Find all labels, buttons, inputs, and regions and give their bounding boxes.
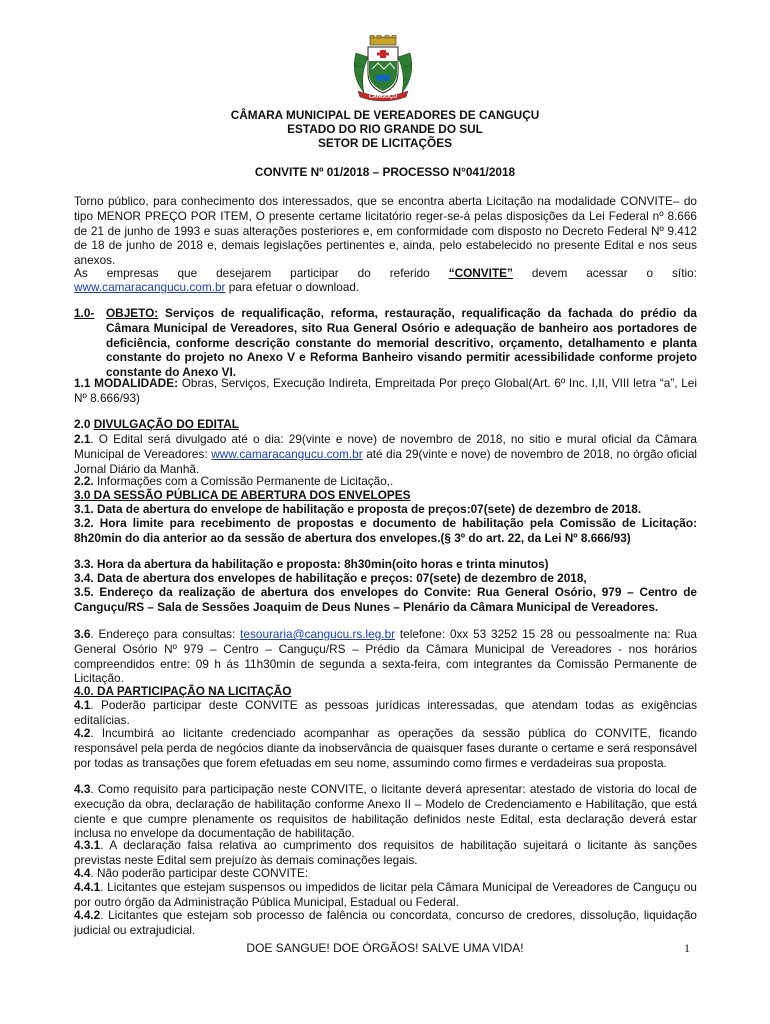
footer-slogan: DOE SANGUE! DOE ÓRGÃOS! SALVE UMA VIDA!: [246, 941, 524, 955]
section-4-2: 4.2. Incumbirá ao licitante credenciado acompanhar as operações da sessão pública do CONVITE, ficando responsável pela perda de negócios diante da inobservância de quaisquer fases durante o certame e será responsável por todas as transações que forem efetuadas em seu nome, assumindo como firmes e verdadeiras sua proposta.: [74, 726, 697, 770]
section-4-1: 4.1. Poderão participar deste CONVITE as pessoas jurídicas interessadas, que atendam todas as exigências editalícias.: [74, 698, 697, 727]
logo-ribbon-text: CANGUÇU: [368, 94, 398, 100]
objeto-text: Serviços de requalificação, reforma, restauração, requalificação da fachada do prédio da Câmara Municipal de Vereadores, sito Rua General Osório e adequação de banheiro aos portadores de deficiência, conforme descrição constante do memorial descritivo, orçamento, detalhamento e planta constante do projeto no Anexo V e Reforma Banheiro visando permitir acessibilidade conforme projeto constante do Anexo VI.: [106, 306, 697, 380]
coat-of-arms-logo: [348, 35, 418, 105]
section-4-4: 4.4. Não poderão participar deste CONVITE:: [74, 866, 309, 880]
convite-title: CONVITE Nº 01/2018 – PROCESSO N°041/2018: [254, 165, 516, 179]
section-4-4-1: 4.4.1. Licitantes que estejam suspensos ou impedidos de licitar pela Câmara Municipal de Vereadores de Canguçu ou por outro órgão da Administração Pública Municipal, Estadual ou Federal.: [74, 880, 697, 909]
convite-quote: “CONVITE”: [448, 266, 513, 280]
intro-text: Torno público, para conhecimento dos interessados, que se encontra aberta Licitação na modalidade CONVITE– do tipo MENOR PREÇO POR ITEM, O presente certame licitatório reger-se-á pelas disposições da Lei Federal nº 8.666 de 21 de junho de 1993 e suas alterações posteriores e, em conformidade com disposto no Decreto Federal Nº 9.412 de 18 de junho de 2018 e, demais legislações pertinentes e, ainda, pelo estabelecido no presente Edital e nos seus anexos.: [74, 194, 697, 268]
divulgacao-title: 2.0 DIVULGAÇÃO DO EDITAL: [74, 417, 239, 431]
section-4-3-1: 4.3.1. A declaração falsa relativa ao cumprimento dos requisitos de habilitação sujeitará o licitante às sanções previstas neste Edital sem prejuízo às demais cominações legais.: [74, 838, 697, 867]
section-4-3: 4.3. Como requisito para participação neste CONVITE, o licitante deverá apresentar: atestado de vistoria do local de execução da obra, declaração de habilitação conforme Anexo II – Modelo de Credenciamento e Habilitação, que está ciente e que cumpre plenamente os requisitos de habilitação definidos neste Edital, esta declaração deverá estar inclusa no envelope da documentação de habilitação.: [74, 782, 697, 841]
participacao-title: 4.0. DA PARTICIPAÇÃO NA LICITAÇÃO: [74, 684, 292, 698]
section-2-2: 2.2. Informações com a Comissão Permanente de Licitação,.: [74, 474, 394, 488]
chamber-name: CÂMARA MUNICIPAL DE VEREADORES DE CANGUÇU: [230, 108, 540, 122]
objeto-number: 1.0-: [74, 306, 95, 320]
section-3-4: 3.4. Data de abertura dos envelopes de habilitação e preços: 07(sete) de dezembro de 2018,: [74, 571, 587, 585]
site-link[interactable]: www.camaracangucu.com.br: [74, 280, 226, 294]
intro-paragraph: [74, 194, 697, 268]
site-link-2[interactable]: www.camaracangucu.com.br: [211, 446, 363, 461]
site-line: www.camaracangucu.com.br para efetuar o download.: [74, 280, 360, 294]
section-3-3: 3.3. Hora da abertura da habilitação e proposta: 8h30min(oito horas e trinta minutos): [74, 557, 549, 571]
intro-access-line: As empresas que desejarem participar do referido “CONVITE” devem acessar o sítio:: [74, 266, 697, 280]
section-3-1: 3.1. Data de abertura do envelope de habilitação e proposta de preços:07(sete) de dezembro de 2018.: [74, 502, 642, 516]
section-3-5: 3.5. Endereço da realização de abertura dos envelopes do Convite: Rua General Osório, 979 – Centro de Canguçu/RS – Sala de Sessões Joaquim de Deus Nunes – Plenário da Câmara Municipal de Vereadores.: [74, 585, 697, 614]
modalidade-text: Obras, Serviços, Execução Indireta, Empreitada Por preço Global(Art. 6º Inc. I,II, VIII letra “a”, Lei Nº 8.666/93): [74, 376, 697, 405]
sessao-title: 3.0 DA SESSÃO PÚBLICA DE ABERTURA DOS ENVELOPES: [74, 488, 411, 502]
sector-name: SETOR DE LICITAÇÕES: [318, 136, 452, 150]
objeto-section: [74, 306, 697, 380]
section-4-4-2: 4.4.2. Licitantes que estejam sob processo de falência ou concordata, concurso de credores, dissolução, liquidação judicial ou extrajudicial.: [74, 908, 697, 937]
section-2-1: 2.1. O Edital será divulgado até o dia: 29(vinte e nove) de novembro de 2018, no sitio e mural oficial da Câmara Municipal de Vereadores: www.camaracangucu.com.br até dia 29(vinte e nove) de novembro de 2018, no órgão oficial Jornal Diário da Manhã.: [74, 432, 697, 476]
objeto-label: OBJETO:: [106, 306, 159, 320]
state-name: ESTADO DO RIO GRANDE DO SUL: [287, 122, 483, 136]
modalidade-section: [74, 376, 697, 406]
section-3-2: 3.2. Hora limite para recebimento de propostas e documento de habilitação pela Comissão de Licitação: 8h20min do dia anterior ao da sessão de abertura dos envelopes.(§ 3º do art. 22, da Lei Nº 8.666/93): [74, 516, 697, 545]
modalidade-label: 1.1 MODALIDADE:: [74, 376, 178, 390]
page-number: 1: [684, 941, 690, 955]
email-link[interactable]: tesouraria@cangucu.rs.leg.br: [240, 627, 396, 641]
section-3-6: 3.6. Endereço para consultas: tesouraria@cangucu.rs.leg.br telefone: 0xx 53 3252 15 28 ou pessoalmente na: Rua General Osório Nº 979 – Centro – Canguçu/RS – Prédio da Câmara Municipal de Vereadores - nos horários compreendidos entre: 09 h ás 11h30min de segunda a sexta-feira, com integrantes da Comissão Permanente de Licitação.: [74, 627, 697, 686]
